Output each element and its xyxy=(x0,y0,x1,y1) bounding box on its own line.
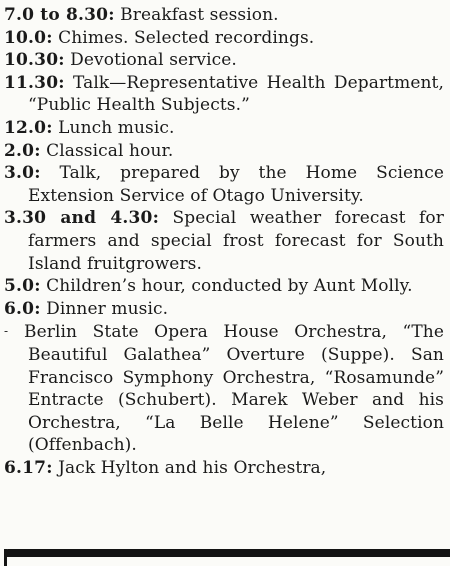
schedule-entry: 12.0: Lunch music. xyxy=(4,117,175,138)
entry-time: 2.0 xyxy=(4,140,35,161)
schedule-entry: 10.30: Devotional service. xyxy=(4,50,237,71)
schedule-entry: 11.30: Talk—Representative Health Department, “Public Health Subjects.” xyxy=(4,72,444,116)
entry-text: Talk, prepared by the Home Science Extension Service of Otago University. xyxy=(28,163,444,206)
entry-text: Breakfast session. xyxy=(120,5,279,25)
entry-text: Chimes. Selected recordings. xyxy=(58,27,315,48)
entry-time: 3.30 and 4.30 xyxy=(4,208,153,229)
entry-text: Jack Hylton and his Orchestra, xyxy=(58,457,327,478)
entry-text: Classical hour. xyxy=(46,140,174,161)
radio-programme-column xyxy=(4,4,444,479)
entry-time: 3.0 xyxy=(4,163,35,184)
entry-time: 5.0 xyxy=(4,276,35,297)
entry-time: 6.17 xyxy=(4,457,47,478)
heavy-rule-divider xyxy=(6,549,450,557)
schedule-entry: 6.17: Jack Hylton and his Orchestra, xyxy=(4,457,327,478)
schedule-entry: 3.0: Talk, prepared by the Home Science Extension Service of Otago University. xyxy=(4,163,444,206)
dinner-music-detail xyxy=(4,320,444,457)
schedule-entry: 7.0 to 8.30: Breakfast session. xyxy=(4,5,279,25)
entry-time: 10.0 xyxy=(4,27,47,48)
dash-bullet: - xyxy=(4,324,9,339)
entry-text: Dinner music. xyxy=(46,298,169,319)
dinner-music-text: Berlin State Opera House Orchestra, “The Beautiful Galathea” Overture (Suppe). San Francisco Symphony Orchestra, “Rosamunde” Entracte (Schubert). Marek Weber and his Orchestra, “La Belle Helene” Selection (Offenbach). xyxy=(24,322,444,456)
schedule-entry: 2.0: Classical hour. xyxy=(4,140,174,161)
schedule-entry: 5.0: Children’s hour, conducted by Aunt Molly. xyxy=(4,276,413,297)
schedule-entry: 3.30 and 4.30: Special weather forecast for farmers and special frost forecast for South Island fruitgrowers. xyxy=(4,208,444,274)
entry-time: 6.0 xyxy=(4,298,35,319)
entry-time: 12.0 xyxy=(4,117,47,138)
entry-time: 10.30 xyxy=(4,50,59,71)
schedule-entry: 10.0: Chimes. Selected recordings. xyxy=(4,27,315,48)
entry-time: 11.30 xyxy=(4,72,59,93)
schedule-entry: 6.0: Dinner music. xyxy=(4,298,169,319)
entry-text: Lunch music. xyxy=(58,117,175,138)
entry-text: Children’s hour, conducted by Aunt Molly. xyxy=(46,276,413,297)
entry-text: Special weather forecast for farmers and special frost forecast for South Island fruitgrowers. xyxy=(28,208,444,274)
entry-text: Devotional service. xyxy=(70,50,237,71)
entry-text: Talk—Representative Health Department, “Public Health Subjects.” xyxy=(28,72,444,116)
entry-time: 7.0 to 8.30 xyxy=(4,5,109,25)
